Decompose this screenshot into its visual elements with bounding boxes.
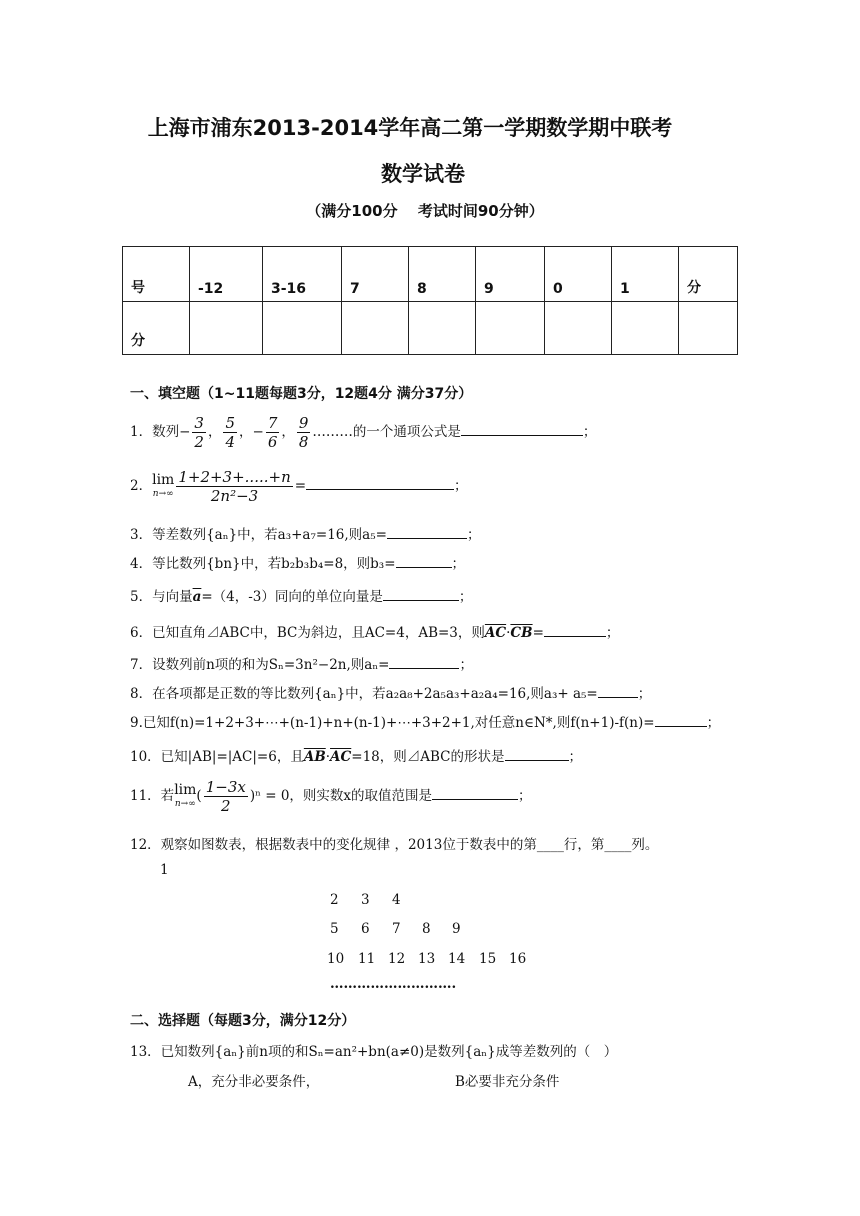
table-cell[interactable] xyxy=(612,302,679,355)
table-cell[interactable] xyxy=(263,302,342,355)
question-8: 8．在各项都是正数的等比数列{aₙ}中，若a₂a₈+2a₅a₃+a₂a₄=16,则a₃+ a₅= ； xyxy=(130,686,652,702)
triangle-number: 10 xyxy=(327,951,345,967)
score-table xyxy=(122,246,738,355)
triangle-number: 6 xyxy=(361,921,370,937)
table-cell: 9 xyxy=(476,247,545,302)
answer-blank[interactable] xyxy=(461,423,583,436)
table-cell[interactable] xyxy=(409,302,476,355)
triangle-number: 14 xyxy=(448,951,466,967)
triangle-number: 4 xyxy=(392,892,401,908)
table-cell: 0 xyxy=(545,247,612,302)
triangle-number: 13 xyxy=(418,951,436,967)
triangle-number: 3 xyxy=(361,892,370,908)
table-cell[interactable] xyxy=(476,302,545,355)
question-2: 2．lim n→∞ $\frac{1+2+3+.....+n}{\text{2n²−3}}$ = ； xyxy=(130,468,468,505)
answer-blank[interactable] xyxy=(432,787,518,800)
question-10: 10．已知|AB|=|AC|=6，且$\overline{AB}\cdot\overline{AC}=18$，则⊿ABC的形状是 ； xyxy=(130,749,583,765)
triangle-number: 7 xyxy=(392,921,401,937)
option-b[interactable]: B必要非充分条件 xyxy=(455,1074,560,1090)
fraction: $\frac{1-3x}{2}$ xyxy=(205,778,246,815)
table-cell[interactable] xyxy=(190,302,263,355)
vector-a: $\overline{a}$ xyxy=(192,589,202,605)
question-6: 6．已知直角⊿ABC中，BC为斜边，且AC=4，AB=3，则$\overline{AC}\cdot\overline{CB}=$ ； xyxy=(130,625,620,641)
answer-blank[interactable] xyxy=(306,477,454,490)
fraction: $\frac{9}{8}$ xyxy=(298,414,309,451)
section2-title: 二、选择题（每题3分，满分12分） xyxy=(130,1013,356,1029)
table-cell[interactable] xyxy=(679,302,738,355)
table-cell: 号 xyxy=(123,247,190,302)
table-cell[interactable] xyxy=(545,302,612,355)
answer-blank[interactable] xyxy=(544,624,606,637)
triangle-number: 8 xyxy=(422,921,431,937)
question-4: 4．等比数列{bn}中，若b₂b₃b₄=8，则b₃= ； xyxy=(130,556,466,572)
limit-symbol: lim n→∞ xyxy=(174,781,197,809)
table-cell[interactable] xyxy=(342,302,409,355)
question-13: 13．已知数列{aₙ}前n项的和Sₙ=an²+bn(a≠0)是数列{aₙ}成等差数列的（ ） xyxy=(130,1044,618,1060)
question-11: 11．若lim n→∞ ( $\frac{1-3x}{2}$ )ⁿ = 0，则实数x的取值范围是 ； xyxy=(130,778,532,815)
triangle-continuation: ………………………. xyxy=(330,976,457,992)
fraction: $\frac{5}{4}$ xyxy=(225,414,235,451)
table-cell: 分 xyxy=(123,302,190,355)
score-table-score-row xyxy=(123,302,738,355)
answer-blank[interactable] xyxy=(383,588,459,601)
table-cell: 1 xyxy=(612,247,679,302)
fraction: $\frac{1+2+3+.....+n}{\text{2n²−3}}$ xyxy=(178,468,291,505)
question-12: 12．观察如图数表，根据数表中的变化规律 ，2013位于数表中的第____行，第____列。 xyxy=(130,837,659,853)
vector-ab: $\overline{AB}$ xyxy=(303,749,326,765)
triangle-number: 12 xyxy=(388,951,406,967)
option-a[interactable]: A，充分非必要条件， xyxy=(188,1074,320,1090)
exam-info: （满分100分 考试时间90分钟） xyxy=(306,202,544,220)
fraction: $\frac{3}{2}$ xyxy=(194,414,204,451)
exam-subtitle: 数学试卷 xyxy=(381,162,465,186)
limit-symbol: lim n→∞ xyxy=(152,471,175,499)
answer-blank[interactable] xyxy=(387,526,467,539)
triangle-number: 5 xyxy=(330,921,339,937)
section1-title: 一、填空题（1~11题每题3分，12题4分 满分37分） xyxy=(130,386,473,402)
triangle-number: 11 xyxy=(358,951,376,967)
answer-blank[interactable] xyxy=(505,748,569,761)
table-cell: -12 xyxy=(190,247,263,302)
triangle-number: 15 xyxy=(479,951,497,967)
triangle-number: 16 xyxy=(509,951,527,967)
triangle-number: 2 xyxy=(330,892,339,908)
answer-blank[interactable] xyxy=(655,714,707,727)
vector-ac: $\overline{AC}$ xyxy=(484,625,507,641)
triangle-number: 1 xyxy=(160,862,169,878)
score-table-header-row xyxy=(123,247,738,302)
q1-prefix: 1．数列 xyxy=(130,424,180,440)
question-7: 7．设数列前n项的和为Sₙ=3n²−2n,则aₙ= ； xyxy=(130,657,473,673)
fraction: $\frac{7}{6}$ xyxy=(267,414,278,451)
question-1: 1．数列− $\frac{3}{2}$ ， $\frac{5}{4}$ ，− $\frac{7}{6}$ ， $\frac{9}{8}$ ………的一个通项公式是 ； xyxy=(130,414,597,451)
vector-cb: $\overline{CB}$ xyxy=(510,625,533,641)
question-5: 5．与向量$\overline{a}=(4$，-3）同向的单位向量是 ； xyxy=(130,589,473,605)
triangle-number: 9 xyxy=(452,921,461,937)
question-3: 3．等差数列{aₙ}中，若a₃+a₇=16,则a₅= ； xyxy=(130,527,481,543)
table-cell: 分 xyxy=(679,247,738,302)
table-cell: 3-16 xyxy=(263,247,342,302)
q1-suffix: ………的一个通项公式是 xyxy=(312,424,461,440)
exam-title: 上海市浦东2013-2014学年高二第一学期数学期中联考 xyxy=(147,116,673,140)
vector-ac: $\overline{AC}$ xyxy=(330,749,352,765)
question-9: 9.已知f(n)=1+2+3+⋯+(n-1)+n+(n-1)+⋯+3+2+1,对任意n∈N*,则f(n+1)-f(n)= ； xyxy=(130,715,721,731)
answer-blank[interactable] xyxy=(389,656,459,669)
table-cell: 8 xyxy=(409,247,476,302)
answer-blank[interactable] xyxy=(396,555,452,568)
table-cell: 7 xyxy=(342,247,409,302)
answer-blank[interactable] xyxy=(598,685,638,698)
